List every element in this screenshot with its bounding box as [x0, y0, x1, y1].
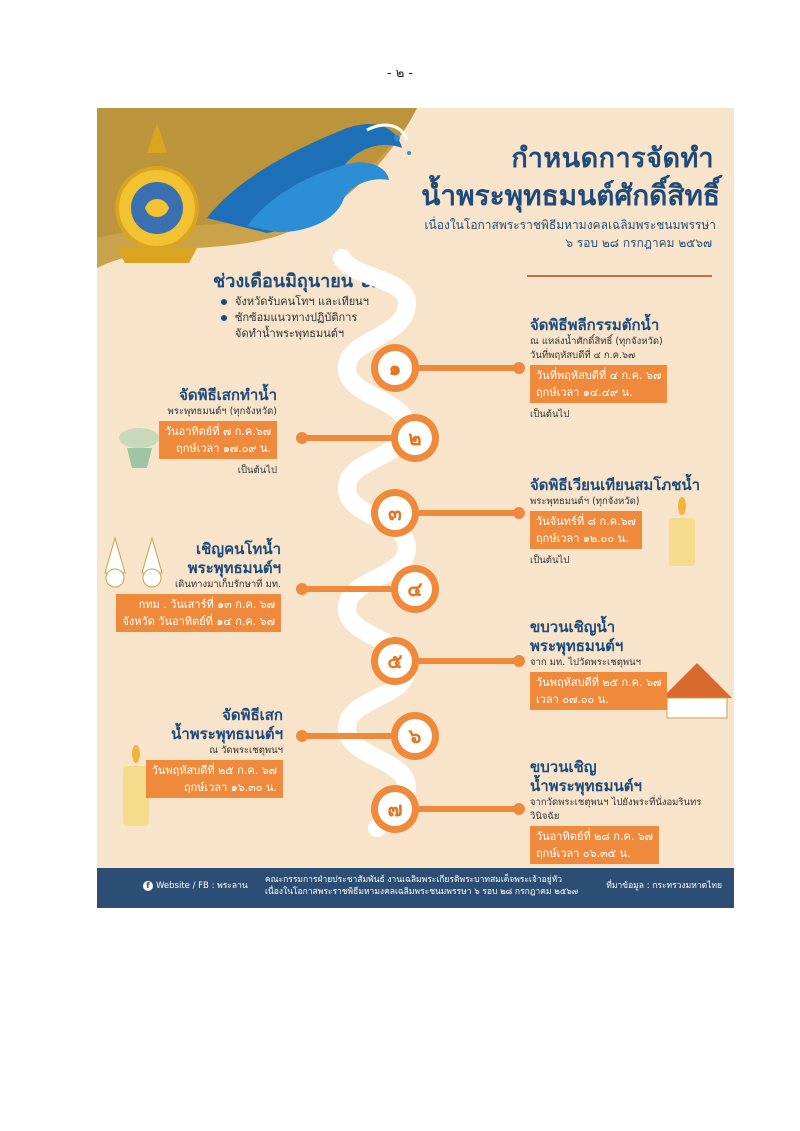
step-2: [157, 386, 277, 478]
page-number: - ๒ -: [386, 66, 414, 81]
step-4-date-box: กทม . วันเสาร์ที่ ๑๓ ก.ค. ๖๗ จังหวัด วันอาทิตย์ที่ ๑๔ ก.ค. ๖๗: [116, 594, 281, 632]
step-7-title-line2: น้ำพระพุทธมนต์ฯ: [530, 777, 642, 795]
step-2-title: จัดพิธีเสกทำน้ำ: [179, 386, 277, 404]
step-5-subtitle: จาก มท. ไปวัดพระเชตุพนฯ: [530, 657, 641, 668]
step-4-subtitle: เดินทางมาเก็บรักษาที่ มท.: [174, 579, 281, 590]
step-6: [117, 706, 283, 798]
step-1-date-box: วันที่พฤหัสบดีที่ ๔ ก.ค. ๖๗ ฤกษ์เวลา ๑๔.๔๙ น.: [530, 365, 667, 403]
poster-subtitle-line1: เนื่องในโอกาสพระราชพิธีมหามงคลเฉลิมพระชนมพรรษา: [424, 218, 716, 232]
step-1-subtitle2: วันที่พฤหัสบดีที่ ๔ ก.ค.๖๗: [530, 350, 636, 361]
step-7-subtitle: จากวัดพระเชตุพนฯ ไปยังพระที่นั่งอมรินทรวินิจฉัย: [530, 797, 702, 822]
poster-title-line1: กำหนดการจัดทำ: [511, 143, 714, 174]
step-6-title-line2: น้ำพระพุทธมนต์ฯ: [171, 725, 283, 743]
connector-dot: [513, 362, 525, 374]
step-number-3: ๓: [388, 501, 402, 525]
connector-dot: [513, 803, 525, 815]
step-1-subtitle: ณ แหล่งน้ำศักดิ์สิทธิ์ (ทุกจังหวัด): [530, 336, 663, 347]
step-6-date-box: วันพฤหัสบดีที่ ๒๕ ก.ค. ๖๗ ฤกษ์เวลา ๑๖.๓๐ น.: [146, 760, 283, 798]
footer-source: ที่มาข้อมูล : กระทรวงมหาดไทย: [606, 881, 722, 891]
step-5-title-line2: พระพุทธมนต์ฯ: [530, 637, 624, 655]
step-5-date-box: วันพฤหัสบดีที่ ๒๕ ก.ค. ๖๗ เวลา ๐๗.๐๐ น.: [530, 672, 667, 710]
step-6-title-line1: จัดพิธีเสก: [222, 706, 283, 724]
connector-6: [302, 733, 402, 739]
step-1-note: เป็นต้นไป: [530, 409, 570, 420]
connector-dot: [296, 583, 308, 595]
temple-icon: [662, 663, 732, 718]
footer-website: f Website / FB : พระลาน: [143, 878, 248, 892]
infographic-poster: [97, 108, 734, 908]
step-6-subtitle: ณ วัดพระเชตุพนฯ: [209, 745, 283, 756]
step-3-date-box: วันจันทร์ที่ ๘ ก.ค.๖๗ ฤกษ์เวลา ๑๒.๐๐ น.: [530, 511, 642, 549]
month-item: จังหวัดรับคนโทฯ และเทียนฯ: [221, 294, 369, 310]
step-5-title-line1: ขบวนเชิญน้ำ: [530, 618, 616, 636]
step-number-7: ๗: [387, 797, 403, 821]
step-4-title-line2: พระพุทธมนต์ฯ: [187, 559, 281, 577]
connector-dot: [296, 432, 308, 444]
step-3-subtitle: พระพุทธมนต์ฯ (ทุกจังหวัด): [530, 496, 640, 507]
step-5: [530, 618, 670, 710]
connector-dot: [296, 730, 308, 742]
connector-dot: [513, 507, 525, 519]
step-3: [530, 476, 730, 568]
step-7-title-line1: ขบวนเชิญ: [530, 758, 597, 776]
step-2-note: เป็นต้นไป: [237, 465, 277, 476]
step-number-5: ๕: [387, 649, 403, 673]
step-3-title: จัดพิธีเวียนเทียนสมโภชน้ำ: [530, 476, 701, 494]
connector-2: [302, 435, 402, 441]
step-7-date-box: วันอาทิตย์ที่ ๒๘ ก.ค. ๖๗ ฤกษ์เวลา ๐๖.๓๕ น.: [530, 826, 659, 864]
month-item: ซักซ้อมแนวทางปฏิบัติการ: [221, 310, 369, 326]
connector-dot: [513, 655, 525, 667]
step-2-date-box: วันอาทิตย์ที่ ๗ ก.ค.๖๗ ฤกษ์เวลา ๑๗.๐๙ น.: [159, 421, 277, 459]
step-number-1: ๑: [388, 356, 402, 380]
poster-title-line2: น้ำพระพุทธมนต์ศักดิ์สิทธิ์: [421, 179, 720, 212]
step-4-title-line1: เชิญคนโทน้ำ: [196, 540, 281, 558]
water-vessel-icon: [119, 428, 159, 468]
month-title: ช่วงเดือนมิถุนายน ๖๗: [213, 271, 385, 292]
month-item-continuation: จัดทำน้ำพระพุทธมนต์ฯ: [235, 327, 345, 340]
footer-organizer: คณะกรรมการฝ่ายประชาสัมพันธ์ งานเฉลิมพระเกียรติพระบาทสมเด็จพระเจ้าอยู่หัว เนื่องในโอกาสพระราชพิธีมหามงคลเฉลิมพระชนมพรรษา ๖ รอบ ๒๘ กรกฎาคม ๒๕๖๗: [265, 875, 579, 897]
step-2-subtitle: พระพุทธมนต์ฯ (ทุกจังหวัด): [167, 406, 277, 417]
poster-subtitle-line2: ๖ รอบ ๒๘ กรกฎาคม ๒๕๖๗: [565, 236, 712, 250]
poster-footer: [97, 868, 734, 908]
step-number-4: ๔: [407, 577, 423, 601]
step-1: [530, 316, 730, 422]
step-1-title: จัดพิธีพลีกรรมตักน้ำ: [530, 316, 660, 334]
step-number-6: ๖: [408, 724, 422, 748]
step-number-2: ๒: [408, 426, 422, 450]
step-4: [109, 540, 281, 632]
connector-4: [302, 586, 402, 592]
step-3-note: เป็นต้นไป: [530, 555, 570, 566]
facebook-icon: f: [143, 881, 153, 891]
step-7: [530, 758, 730, 864]
